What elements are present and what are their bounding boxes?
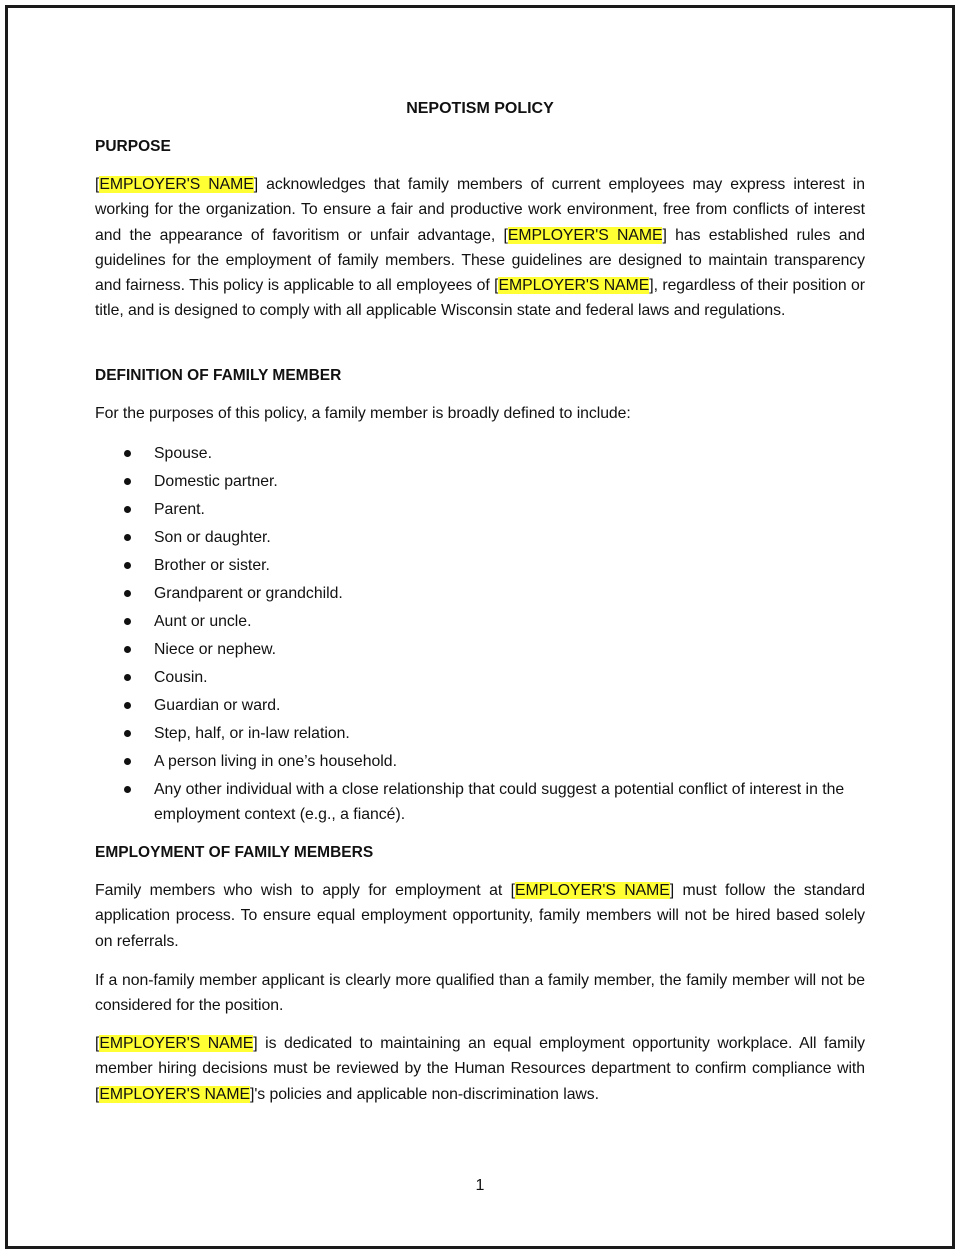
definition-heading: DEFINITION OF FAMILY MEMBER (95, 367, 342, 384)
bullet-icon (124, 730, 131, 737)
bullet-icon (124, 534, 131, 541)
list-item: Step, half, or in-law relation. (95, 721, 865, 749)
bullet-icon (124, 646, 131, 653)
employment-paragraph-2: If a non-family member applicant is clearly more qualified than a family member, the family member will not be considered for the position. (95, 972, 865, 1015)
list-item: Cousin. (95, 665, 865, 693)
employment-paragraph-1: Family members who wish to apply for employment at [EMPLOYER'S NAME] must follow the standard application process. To ensure equal employment opportunity, family members will not be hired based solely on referrals. (95, 882, 865, 950)
list-item: Grandparent or grandchild. (95, 581, 865, 609)
list-item: Aunt or uncle. (95, 609, 865, 637)
list-item: Brother or sister. (95, 553, 865, 581)
bullet-icon (124, 786, 131, 793)
list-item: Son or daughter. (95, 525, 865, 553)
employment-paragraph-3: [EMPLOYER'S NAME] is dedicated to maintaining an equal employment opportunity workplace. All family member hiring decisions must be reviewed by the Human Resources department to confirm compliance with [EMPLOYER'S NAME]'s policies and applicable non-discrimination laws. (95, 1035, 866, 1103)
bullet-icon (124, 506, 131, 513)
document-title: NEPOTISM POLICY (406, 100, 554, 117)
bullet-icon (124, 450, 131, 457)
list-item: Any other individual with a close relationship that could suggest a potential conflict of interest in the employment context (e.g., a fiancé). (95, 777, 865, 828)
bullet-icon (124, 562, 131, 569)
family-member-list (95, 441, 865, 828)
bullet-icon (124, 758, 131, 765)
page-number: 1 (475, 1177, 485, 1194)
list-item: Parent. (95, 497, 865, 525)
list-item: Guardian or ward. (95, 693, 865, 721)
list-item: Niece or nephew. (95, 637, 865, 665)
purpose-heading: PURPOSE (95, 138, 171, 155)
employer-name-placeholder[interactable]: EMPLOYER'S NAME (507, 226, 663, 244)
list-item: Spouse. (95, 441, 865, 469)
definition-intro: For the purposes of this policy, a family member is broadly defined to include: (95, 405, 631, 422)
bullet-icon (124, 618, 131, 625)
bullet-icon (124, 590, 131, 597)
employment-heading: EMPLOYMENT OF FAMILY MEMBERS (95, 844, 374, 861)
bullet-icon (124, 702, 131, 709)
employer-name-placeholder[interactable]: EMPLOYER'S NAME (99, 176, 254, 193)
bullet-icon (124, 674, 131, 681)
employer-name-placeholder[interactable]: EMPLOYER'S NAME (514, 882, 670, 899)
purpose-paragraph: [EMPLOYER'S NAME] acknowledges that family members of current employees may express interest in working for the organization. To ensure a fair and productive work environment, free from conflicts of interest and the appearance of favoritism or unfair advantage, [EMPLOYER'S NAME] has established rules and guidelines for the employment of family members. These guidelines are designed to maintain transparency and fairness. This policy is applicable to all employees of [EMPLOYER'S NAME], regardless of their position or title, and is designed to comply with all applicable Wisconsin state and federal laws and regulations. (95, 176, 866, 320)
bullet-icon (124, 478, 131, 485)
list-item: Domestic partner. (95, 469, 865, 497)
list-item: A person living in one’s household. (95, 749, 865, 777)
employer-name-placeholder[interactable]: EMPLOYER'S NAME (99, 1035, 254, 1052)
employer-name-placeholder[interactable]: EMPLOYER'S NAME (99, 1085, 250, 1103)
employer-name-placeholder[interactable]: EMPLOYER'S NAME (498, 277, 650, 295)
